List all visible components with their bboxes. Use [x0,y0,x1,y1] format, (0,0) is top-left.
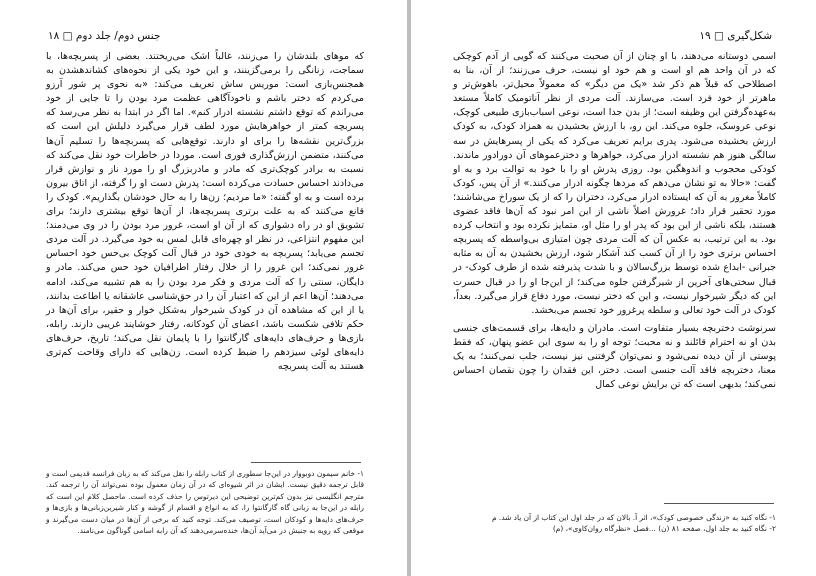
right-page-header: شکل‌گیری □ ۱۹ [699,30,772,42]
left-paragraph-1: که موهای بلندشان را می‌زنند، غالباً اشک می‌ریختند. بعضی از پسربچه‌ها، با سماجت، زنانگی را برمی‌گزینند، و این خود یکی از نحوه‌های کشاندهشدن به همجنس‌بازی است: موریس ساش تعریف می‌کند: «به نحوی پر شور آرزو می‌کردم که دختر باشم و ناخودآگاهی عظمت مرد بودن را تا جایی از خود می‌راندم که توقع داشتم نشسته ادرار کنم». اما اگر در ابتدا به نظر می‌رسد که پسربچه کمتر از خواهرهایش مورد لطف قرار می‌گیرد دلیلش این است که بزرگ‌ترین نقشه‌ها را برای او دارند. توقع‌هایی که پسربچه‌ها را تسلیم آن‌ها می‌کنند، متضمن ارزش‌گذاری فوری است. موردا در خاطرات خود نقل می‌کند که نسبت به برادر کوچک‌تری که مادر و مادربزرگ او را مورد ناز و نوازش قرار می‌دادند احساس حسادت می‌کرده است: پدرش دست او را گرفته، از اتاق بیرون برده است و به او گفته: «ما مردیم؛ زن‌ها را به حال خودشان بگذاریم». کودک را قانع می‌کنند که به علت برتری پسربچه‌ها، از آن‌ها توقع بیشتری دارند؛ برای تشویق او در راه دشواری که از آن او است، غرور مرد بودن را در وی می‌دمند؛ این مفهوم انتزاعی، در نظر او چهره‌ای قابل لمس به خود می‌گیرد. در آلت مردی تجسم می‌یابد؛ پسربچه به خودی خود در قبال آلت کوچک بی‌حس خود احساس غرور نمی‌کند؛ این غرور را از خلال رفتار اطرافیان خود حس می‌کند. مادر و دایگان، سنتی را که آلت مردی و فکر مرد بودن را به هم تشبیه می‌کند، ادامه می‌دهند؛ آن‌ها اعم از این که اعتبار آن را در حق‌شناسی عاشقانه یا اطاعت بدانند، یا از این که مشاهده آن در کودک شیرخوار به‌شکل خوار و حقیر، برای آن‌ها در حکم تلافی شکست باشد، اعضای آن کودکانه، رفتار خوشایند غریبی دارند. رابله، بازی‌ها و حرف‌های دایه‌های گارگانتوا را با پایمان نقل می‌کند؛ تاریخ، حرف‌های دایه‌های لوئی سیزدهم را ضبط کرده است. زن‌هایی که دارای وقاحت کم‌تری هستند به آلت پسربچه [46,51,364,373]
right-footnote-1: ۱- نگاه کنید به «زندگی خصوصی کودک»، اثر آ. بالان که در جلد اول این کتاب از آن یاد شد. م [491,513,776,522]
right-footnote-2: ۲- نگاه کنید به جلد اول، صفحه ۸۱ (ن) ...فصل «نظرگاه روان‌کاوی»، (م) [552,524,776,534]
left-footnote-1: ۱- خانم سیمون دوبووار در این‌جا سطوری از کتاب رابله را نقل می‌کند که به زبان فرانسه قدیمی است و قابل ترجمه دقیق نیست. ایشان در اثر شیوه‌ای که در آن زمان معمول بوده نمی‌تواند آن را ترجمه کند. مترجم انگلیسی نیز بدون کم‌ترین توضیحی این دیرتوس را حذف کرده است. ماحصل کلام این است که رابله در این‌جا به زبانی گاه گارگانتوا را، که به انواع و اقسام از گوشه و کنار شیرین‌زبانی‌ها و بازی‌ها و حرف‌های دایه‌ها و کودکان است، توصیف می‌کند. توجه کنید که برخی از آن‌ها در میان دست می‌گیرند و موقعی که رویه به جنبش در می‌آید آن‌ها، خنده‌سرمی‌دهند که آن رابه اسامی گوناگون می‌نامند. [46,469,364,536]
left-footnote-rule [251,462,361,463]
right-page [411,0,816,576]
left-page-header: ۱۸ □ جنس دوم/ جلد دوم [48,30,161,42]
right-page-body [453,50,776,392]
right-paragraph-2: سرنوشت دختربچه بسیار متفاوت است. مادران و دایه‌ها، برای قسمت‌های جنسی بدن او نه احترام قائلند و نه محبت؛ توجه او را به سوی این عضو پنهان، که فقط پوستی از آن دیده نمی‌شود و نمی‌توان گرفتنی نیز نیست، جلب نمی‌کنند؛ به یک معنا، دختربچه فاقد آلت جنسی است. دختر، این فقدان را چون نقصان احساس نمی‌کند؛ بدیهی است که تن برایش نوعی کمال [453,322,776,391]
right-footnotes [453,512,776,535]
right-footnote-rule [664,503,774,504]
left-page-body [46,50,364,374]
left-footnotes [46,468,364,536]
left-page [0,0,407,576]
right-paragraph-1: اسمی دوستانه می‌دهند، با او چنان از آن صحبت می‌کنند که گویی از آدم کوچکی که در آن واحد هم او است و هم خود او نیست، حرف می‌زنند؛ از آن، بنا به اصطلاحی که قبلاً هم ذکر شد «یک من دیگر» که معمولاً محیل‌تر، باهوش‌تر و ماهرتر از خود فرد است. می‌سازند. آلت مردی از نظر آناتومیک کاملاً مستعد به‌عهده‌گرفتن این وظیفه است؛ از بدن جدا است، نوعی اسباب‌بازی طبیعی کوچک، نوعی عروسک، جلوه می‌کند. این رو، با ارزش بخشیدن به همزاد کودک، به کودک ارزش بخشیده می‌شود. پدری برایم تعریف می‌کرد که یکی از پسرهایش در سه سالگی هنوز هم نشسته ادرار می‌کرد، خواهرها و دخترعموهای آن دورادور ماندند. کودکی محجوب و اندوهگین بود. روزی پدرش او را با خود به توالت برد و به او گفت: «حالا به تو نشان می‌دهم که مردها چگونه ادرار می‌کنند.» از آن پس، کودک کاملاً مغرور به آن که ایستاده ادرار می‌کرد، دختران را که از یک سوراخ می‌شاشند؛ مورد تحقیر قرار داد؛ غرورش اصلاً ناشی از این امر نبود که آن‌ها فاقد عضوی هستند، بلکه ناشی از این بود که پدر او را مثل او، متمایز نکرده بود و انتخاب کرده بود. به این ترتیب، به عکس آن که آلت مردی چون امتیازی بی‌واسطه که پسربچه احساس برتری خود را از آن کسب کند آشکار شود، ارزش بخشیدن به آن به مثابه جبرانی -ابداع شده توسط بزرگ‌سالان و با شدت پذیرفته شده از طرف کودک- در قبال سختی‌های آخرین از شیرگرفتن جلوه می‌کند؛ از این‌جا او را در قبال حسرت این که دیگر شیرخوار نیست، و این که دختر نیست، مورد دفاع قرار می‌گیرد. بعداً، کودک در آلت خود تعالی و سلطه پرغرور خود تجسم می‌بخشد. [453,51,776,316]
